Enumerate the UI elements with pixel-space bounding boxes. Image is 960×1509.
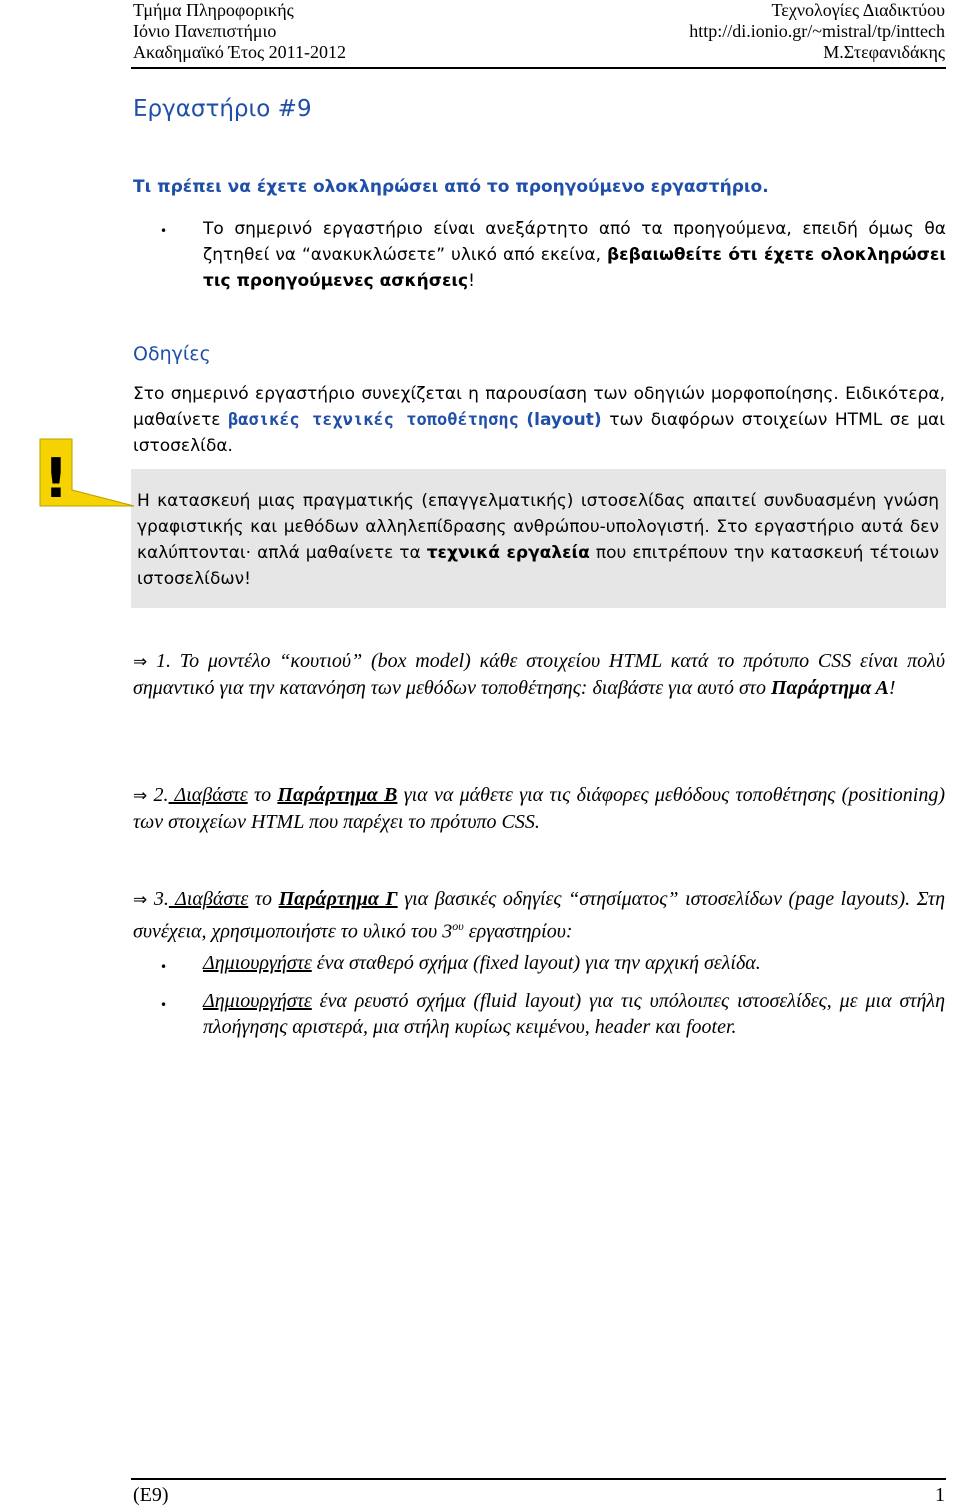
instructions-heading: Οδηγίες: [133, 343, 211, 365]
warning-icon: [30, 435, 142, 513]
arrow-icon: ⇒: [133, 890, 148, 910]
bullet-icon: •: [160, 960, 168, 974]
page-number: 1: [935, 1484, 945, 1506]
course-url[interactable]: http://di.ionio.gr/~mistral/tp/inttech: [689, 21, 945, 41]
university: Ιόνιο Πανεπιστήμιο: [133, 21, 277, 41]
step-2: ⇒ 2. Διαβάστε το Παράρτημα Β για να μάθετε για τις διάφορες μεθόδους τοποθέτησης (positioning) των στοιχείων HTML που παρέχει το πρότυπο CSS.: [133, 784, 946, 833]
note-bold: τεχνικά εργαλεία: [426, 543, 590, 563]
header-right: [689, 0, 945, 63]
sub-task-1: Δημιουργήστε ένα σταθερό σχήμα (fixed layout) για την αρχική σελίδα.: [203, 952, 761, 974]
arrow-icon: ⇒: [133, 652, 148, 672]
previous-heading: Τι πρέπει να έχετε ολοκληρώσει από το προηγούμενο εργαστήριο.: [133, 177, 769, 197]
step-3: ⇒ 3. Διαβάστε το Παράρτημα Γ για βασικές οδηγίες “στησίματος” ιστοσελίδων (page layouts). Στη συνέχεια, χρησιμοποιήστε το υλικό του $3^{o\upsilon}$ εργαστηρίου:: [133, 888, 945, 943]
step-1: ⇒ 1. Το μοντέλο “κουτιού” (box model) κάθε στοιχείου HTML κατά το πρότυπο CSS είναι πολύ σημαντικό για την κατανόηση των μεθόδων τοποθέτησης: διαβάστε για αυτό στο Παράρτημα Α!: [133, 650, 945, 699]
layout-techniques: βασικές τεχνικές τοποθέτησης: [228, 410, 519, 430]
header-rule: [131, 67, 946, 69]
department: Τμήμα Πληροφορικής: [133, 0, 294, 20]
svg-text:!: !: [43, 447, 69, 510]
page-title: Εργαστήριο #9: [133, 96, 312, 122]
appendix-c: Παράρτημα Γ: [278, 888, 398, 910]
instructor: Μ.Στεφανιδάκης: [823, 42, 945, 62]
note-text: Η κατασκευή μιας πραγματικής (επαγγελματικής) ιστοσελίδας απαιτεί συνδυασμένη γνώση γραφιστικής και μεθόδων αλληλεπίδρασης ανθρώπου-υπολογιστή. Στο εργαστήριο αυτά δεν καλύπτονται· απλά μαθαίνετε τα τεχνικά εργαλεία που επιτρέπουν την κατασκευή τέτοιων ιστοσελίδων!: [137, 491, 939, 589]
bullet-icon: •: [160, 998, 168, 1012]
layout-word: (layout): [526, 410, 602, 430]
sub-task-2: Δημιουργήστε ένα ρευστό σχήμα (fluid layout) για τις υπόλοιπες ιστοσελίδες, με μια στήλη πλοήγησης αριστερά, μια στήλη κυρίως κειμένου, header και footer.: [203, 990, 945, 1038]
arrow-icon: ⇒: [133, 786, 148, 806]
previous-bold: βεβαιωθείτε ότι έχετε ολοκληρώσει τις προηγούμενες ασκήσεις: [203, 245, 946, 291]
instructions-text: Στο σημερινό εργαστήριο συνεχίζεται η παρουσίαση των οδηγιών μορφοποίησης. Ειδικότερα, μαθαίνετε βασικές τεχνικές τοποθέτησης (layout) των διαφόρων στοιχείων HTML σε μαι ιστοσελίδα.: [133, 384, 945, 456]
appendix-b: Παράρτημα Β: [277, 784, 398, 806]
course-title: Τεχνολογίες Διαδικτύου: [771, 0, 945, 20]
footer-rule: [131, 1478, 946, 1480]
previous-text: Το σημερινό εργαστήριο είναι ανεξάρτητο από τα προηγούμενα, επειδή όμως θα ζητηθεί να “ανακυκλώσετε” υλικό από εκείνα, βεβαιωθείτε ότι έχετε ολοκληρώσει τις προηγούμενες ασκήσεις!: [203, 219, 946, 291]
header-left: [133, 0, 346, 63]
bullet-icon: •: [160, 224, 168, 238]
footer-lab-id: (Ε9): [133, 1484, 169, 1506]
academic-year: Ακαδημαϊκό Έτος 2011-2012: [133, 42, 347, 62]
appendix-a: Παράρτημα Α: [770, 677, 889, 699]
